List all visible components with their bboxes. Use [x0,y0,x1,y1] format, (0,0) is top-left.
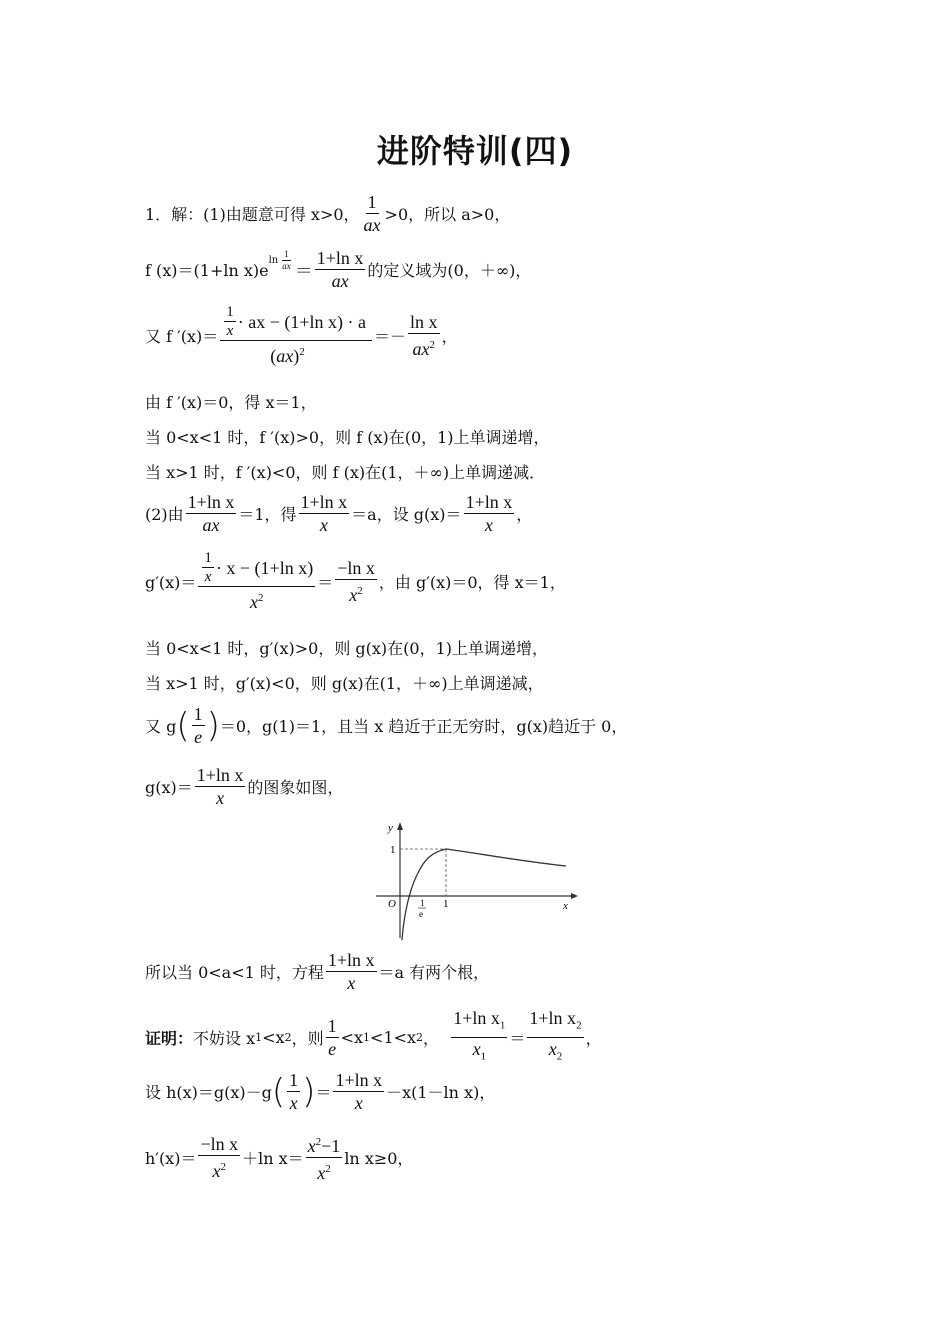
solution-line-13: 所以当 0<a<1 时，方程 $\frac{\text{1+ln x}}{x}$ ＝a 有两个根， [145,950,490,993]
solution-line-11: 又 g ( $\frac{1}{e}$ ) ＝0，g(1)＝1，且当 x 趋近于正无穷时，g(x)趋近于 0， [145,704,628,747]
solution-line-14: 证明： 不妨设 x 1 <x 2 ，则 $\frac{1}{e}$ <x 1 <1<x 2 ， $\frac{1+\ln x_1}{x_1}$ ＝ $\frac{1+\ln x_2}{x_2}$ ， [145,1008,602,1063]
y-tick-1: 1 [390,844,396,856]
curve-g [402,849,566,940]
solution-line-15: 设 h(x)＝g(x)－g ( $\frac{1}{x}$ ) ＝ $\frac{\text{1+ln x}}{x}$ －x(1－ln x)， [145,1070,496,1113]
x-tick-1-over-e-den: e [419,909,423,919]
exponent: ln $\frac{1}{ax}$ [268,249,291,271]
text: ， [441,326,458,346]
origin-label: O [388,898,396,910]
solution-line-16: h′(x)＝ $\frac{\text{−ln x}}{x^2}$ ＋ln x＝ $\frac{x^2-1}{x^2}$ ln x≥0， [145,1134,414,1183]
function-graph [366,818,586,948]
solution-line-8: g′(x)＝ $\frac{1}{x}$ · x − ( 1+ln x ) $x^2$ ＝ $\frac{\text{−ln x}}{x^2}$ ，由 g′(x)＝0，得 x＝1， [145,550,566,612]
text: 又 f ′(x)＝ [145,326,219,346]
fraction-lnx-over-ax2: $\frac{\text{ln x}}{ax^2}$ [410,311,438,359]
page-title: 进阶特训(四) [376,132,574,170]
g-derivative-fraction: $\frac{1}{x}$ · x − ( 1+ln x ) $x^2$ [198,550,315,612]
text: f (x)＝(1+ln x)e [145,261,269,280]
solution-line-1 [145,192,510,235]
solution-line-12: g(x)＝ $\frac{\text{1+ln x}}{x}$ 的图象如图， [145,765,344,808]
text: 1．解：(1)由题意可得 x>0， [145,205,360,224]
x-axis-arrow [571,893,578,899]
fraction-1lnx-over-ax: $\frac{\text{1+ln x}}{ax}$ [316,248,364,291]
exp-fraction: $\frac{1}{ax}$ [282,249,291,271]
solution-line-5: 当 0<x<1 时，f ′(x)>0，则 f (x)在(0，1)上单调递增， [145,428,550,447]
text: >0，所以 a>0， [384,205,511,224]
text: ＝－ [374,326,407,346]
solution-line-6: 当 x>1 时，f ′(x)<0，则 f (x)在(1，＋∞)上单调递减． [145,463,546,482]
solution-line-2: f (x)＝(1+ln x)e ln $\frac{1}{ax}$ ＝ $\frac{\text{1+ln x}}{ax}$ 的定义域为(0，＋∞)， [145,248,532,291]
solution-line-9: 当 0<x<1 时，g′(x)>0，则 g(x)在(0，1)上单调递增， [145,639,549,658]
y-axis-arrow [397,822,403,830]
solution-line-3 [145,304,458,366]
y-label: y [388,822,393,834]
solution-line-7: (2)由 $\frac{\text{1+ln x}}{ax}$ ＝1，得 $\frac{\text{1+ln x}}{x}$ ＝a，设 g(x)＝ $\frac{\text{1+ln x}}{x}$ ， [145,492,533,535]
x-tick-1: 1 [443,898,449,910]
solution-line-10: 当 x>1 时，g′(x)<0，则 g(x)在(1，＋∞)上单调递减， [145,674,544,693]
x-label: x [563,900,568,912]
solution-line-4: 由 f ′(x)＝0，得 x＝1， [145,393,317,412]
derivative-fraction: $\frac{1}{x}$ · ax − ( 1+ln x ) · a (ax)$^2$ [220,304,372,366]
proof-label: 证明： [145,1028,194,1048]
fraction-1-over-ax: $\frac{1}{ax}$ [363,192,381,235]
text: 的定义域为(0，＋∞)， [367,261,532,280]
x-tick-1-over-e-num: 1 [420,898,425,908]
